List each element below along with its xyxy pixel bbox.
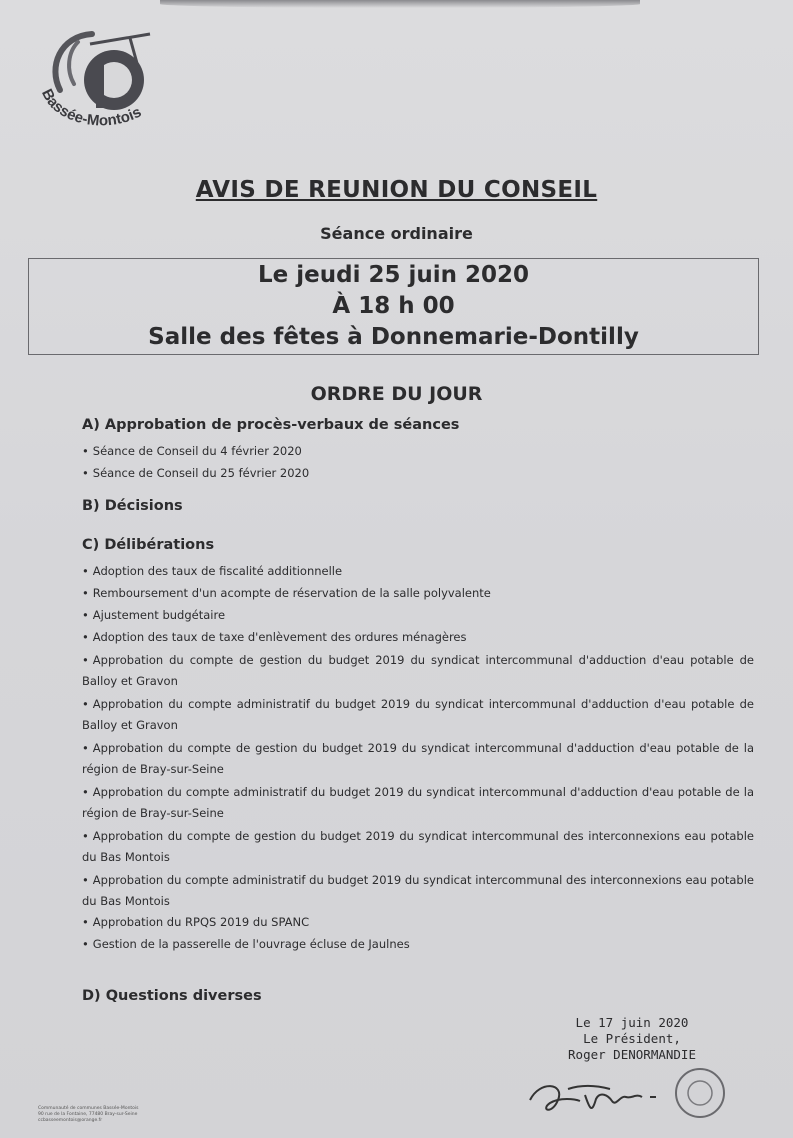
signature-name: Roger DENORMANDIE [568,1047,696,1062]
page-shadow [160,0,640,8]
meeting-details-box [28,258,759,355]
page-subtitle: Séance ordinaire [320,224,473,243]
list-item: • Adoption des taux de taxe d'enlèvement des ordures ménagères [82,630,467,644]
meeting-place: Salle des fêtes à Donnemarie-Dontilly [148,324,639,350]
page-title: AVIS DE REUNION DU CONSEIL [195,177,598,203]
section-a-title: A) Approbation de procès-verbaux de séances [82,417,460,433]
community-logo [30,22,180,147]
list-item: • Approbation du compte administratif du budget 2019 du syndicat intercommunal d'adduction d'eau potable de Balloy et Gravon [82,697,754,732]
signature-role: Le Président, [583,1031,681,1046]
list-item: • Remboursement d'un acompte de réservation de la salle polyvalente [82,586,491,600]
list-item: • Approbation du compte administratif du budget 2019 du syndicat intercommunal des interconnexions eau potable du Bas Montois [82,873,754,908]
official-stamp [676,1069,724,1117]
list-item: • Approbation du compte de gestion du budget 2019 du syndicat intercommunal d'adduction d'eau potable de la région de Bray-sur-Seine [82,741,754,776]
list-item: • Ajustement budgétaire [82,608,226,622]
list-item: • Séance de Conseil du 25 février 2020 [82,466,310,480]
list-item: • Approbation du compte de gestion du budget 2019 du syndicat intercommunal d'adduction d'eau potable de Balloy et Gravon [82,653,754,688]
list-item: • Approbation du compte de gestion du budget 2019 du syndicat intercommunal des interconnexions eau potable du Bas Montois [82,829,754,864]
section-c-title: C) Délibérations [82,537,215,553]
section-d-title: D) Questions diverses [82,988,262,1004]
signature-date: Le 17 juin 2020 [575,1015,689,1030]
list-item: • Approbation du compte administratif du budget 2019 du syndicat intercommunal d'adduction d'eau potable de la région de Bray-sur-Seine [82,785,754,820]
list-item: • Séance de Conseil du 4 février 2020 [82,444,302,458]
list-item: • Adoption des taux de fiscalité additionnelle [82,564,343,578]
bullet: • [82,444,89,458]
bullet: • [82,466,89,480]
handwritten-signature [520,1055,730,1135]
list-item: • Gestion de la passerelle de l'ouvrage écluse de Jaulnes [82,937,410,951]
meeting-time: À 18 h 00 [332,293,455,319]
agenda-title: ORDRE DU JOUR [310,383,483,405]
svg-text:Bassée-Montois: Bassée-Montois [38,86,145,130]
list-item: • Approbation du RPQS 2019 du SPANC [82,915,310,929]
section-b-title: B) Décisions [82,498,183,514]
meeting-date: Le jeudi 25 juin 2020 [257,262,530,288]
footer-address: Communauté de communes Bassée-Montois 90 rue de la Fontaine, 77480 Bray-sur-Seine ccbasseemontois@orange.fr [38,1106,139,1123]
